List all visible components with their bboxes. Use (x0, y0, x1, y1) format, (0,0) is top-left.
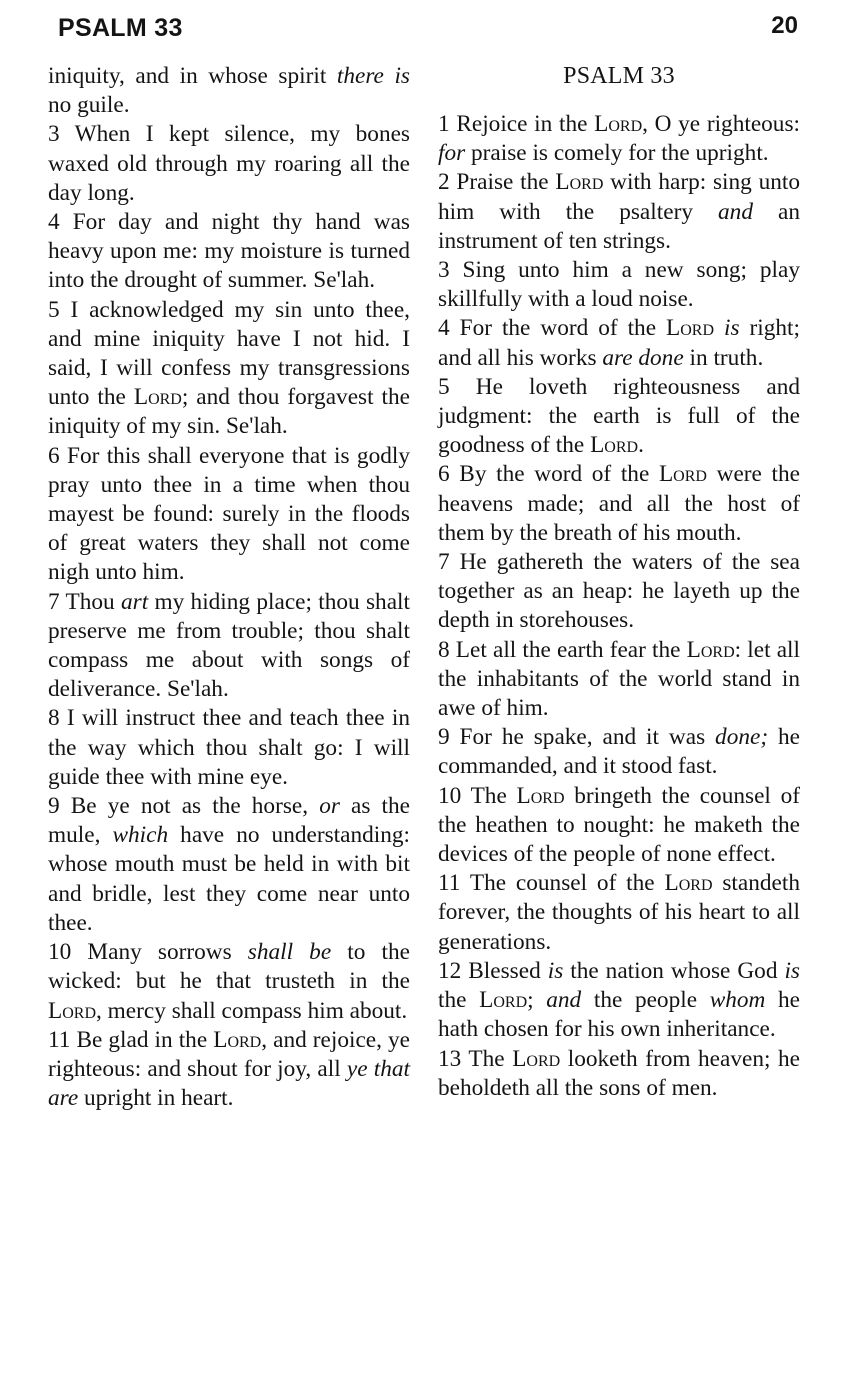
verse (438, 869, 800, 957)
right-column (438, 62, 800, 1103)
italic-text: or (319, 793, 340, 820)
running-header: PSALM 33 (58, 14, 183, 42)
verse (48, 442, 410, 588)
verse (438, 548, 800, 636)
verse-text: 2 Praise the (438, 169, 556, 196)
verse-text: , mercy shall compass him about. (96, 997, 408, 1024)
verse (438, 314, 800, 372)
divine-name: Lord (594, 111, 643, 137)
verse (48, 296, 410, 442)
verse-text: ; (527, 987, 547, 1014)
italic-text: is (724, 315, 740, 342)
divine-name: Lord (555, 169, 604, 196)
psalm-title: PSALM 33 (563, 63, 675, 89)
verse-text: 10 Many sorrows (48, 939, 248, 966)
verse (438, 957, 800, 1045)
verse-text: 8 I will instruct thee and teach thee in the way which thou shalt go: I will guide thee with mine eye. (48, 705, 410, 790)
italic-text: done; (715, 724, 769, 751)
verse-text: the nation whose God (563, 957, 785, 984)
verse-text: 12 Blessed (438, 957, 548, 984)
left-verse-list (48, 62, 410, 1113)
verse-text: 9 Be ye not as the horse, (48, 793, 320, 820)
italic-text: and (718, 198, 753, 225)
verse-text: my hiding place; thou shalt preserve me from trouble; thou shalt compass me about with songs of deliverance. Se'lah. (48, 588, 410, 703)
verse-text: 4 For the word of the (438, 315, 667, 342)
verse (48, 208, 410, 296)
verse-text: 13 The (438, 1045, 513, 1072)
verse (48, 588, 410, 705)
verse (438, 636, 800, 724)
verse-text: have no understanding: whose mouth must be held in with bit and bridle, lest they come near unto thee. (48, 822, 411, 936)
verse (48, 938, 410, 1026)
verse-text: 10 The (438, 782, 517, 809)
verse-text: 9 For he spake, and it was (438, 724, 716, 751)
verse-text: iniquity, and in whose spirit (48, 63, 337, 89)
verse-text: , O ye righteous: (642, 111, 800, 137)
divine-name: Lord (133, 384, 182, 411)
verse-text: were the heavens made; and all the host of them by the breath of his mouth. (438, 461, 800, 546)
divine-name: Lord (479, 987, 528, 1014)
verse-text: 11 Be glad in the (48, 1026, 214, 1053)
italic-text: for (438, 140, 466, 167)
italic-text: whom (709, 987, 766, 1014)
verse-text: 3 When I kept silence, my bones waxed old through my roaring all the day long. (48, 121, 410, 206)
verse-text: he commanded, and it stood fast. (438, 724, 800, 780)
verse-text: right; and all his works (438, 315, 800, 371)
verse-text (714, 315, 724, 341)
verse-text: 5 I acknowledged my sin unto thee, and mine iniquity have I not hid. I said, I will confess my transgressions unto the (48, 296, 410, 411)
divine-name: Lord (48, 997, 97, 1024)
divine-name: Lord (516, 782, 565, 809)
verse-text: praise is comely for the upright. (465, 140, 769, 167)
verse (438, 373, 800, 461)
verse-text: 4 For day and night thy hand was heavy upon me: my moisture is turned into the drought of summer. Se'lah. (48, 209, 410, 294)
verse-text: 7 He gathereth the waters of the sea together as an heap: he layeth up the depth in storehouses. (438, 549, 800, 634)
verse (438, 256, 800, 314)
verse-text: 5 He loveth righteousness and judgment: the earth is full of the goodness of the (438, 373, 800, 459)
verse-text: ; and thou forgavest the iniquity of my sin. Se'lah. (48, 384, 411, 440)
italic-text: are done (602, 344, 684, 371)
divine-name: Lord (664, 870, 713, 897)
verse-text: an instrument of ten strings. (438, 198, 800, 254)
verse-text: 6 For this shall everyone that is godly pray unto thee in a time when thou mayest be found: surely in the floods of great waters they shall not come nigh unto him. (48, 442, 410, 586)
divine-name: Lord (686, 636, 735, 663)
verse-text: the people (581, 987, 710, 1014)
left-column (48, 62, 410, 1113)
divine-name: Lord (512, 1045, 561, 1072)
verse-text: he hath chosen for his own inheritance. (438, 987, 800, 1043)
verse (48, 62, 410, 120)
divine-name: Lord (658, 461, 707, 488)
verse (438, 110, 800, 168)
verse-text: no guile. (48, 92, 130, 119)
italic-text: is (784, 957, 800, 984)
page-number: 20 (771, 12, 798, 39)
verse-text: , and rejoice, ye righteous: and shout for joy, all (48, 1026, 411, 1082)
right-verse-list (438, 110, 800, 1103)
verse (48, 704, 410, 792)
verse-text: 3 Sing unto him a new song; play skillfully with a loud noise. (438, 257, 800, 313)
italic-text: shall be (247, 939, 332, 966)
verse (438, 460, 800, 548)
divine-name: Lord (666, 315, 715, 342)
italic-text: and (546, 987, 582, 1014)
verse-text: the (438, 987, 480, 1014)
verse-text: 7 Thou (48, 588, 121, 615)
verse-text: in truth. (683, 344, 764, 371)
verse-text: 8 Let all the earth fear the (438, 636, 687, 663)
italic-text: ye that are (48, 1055, 410, 1112)
verse-text: upright in heart. (78, 1085, 234, 1112)
verse (438, 168, 800, 256)
verse-text: looketh from heaven; he beholdeth all the sons of men. (438, 1045, 801, 1101)
verse-text: standeth forever, the thoughts of his heart to all generations. (438, 870, 800, 955)
verse-text: to the wicked: but he that trusteth in the (48, 939, 410, 995)
verse (438, 782, 800, 870)
verse-text: . (638, 432, 644, 459)
divine-name: Lord (590, 432, 639, 459)
verse-text: 11 The counsel of the (438, 870, 665, 897)
italic-text: art (121, 588, 149, 615)
verse (438, 723, 800, 781)
verse (48, 120, 410, 208)
verse (48, 1026, 410, 1114)
italic-text: is (547, 957, 564, 984)
italic-text: there is (336, 63, 410, 89)
italic-text: which (112, 822, 169, 849)
verse (48, 792, 410, 938)
verse (438, 1045, 800, 1103)
verse-text: 6 By the word of the (438, 461, 659, 488)
verse-text: : let all the inhabitants of the world stand in awe of him. (438, 636, 800, 722)
verse-text: bringeth the counsel of the heathen to nought: he maketh the devices of the people of none effect. (438, 782, 800, 868)
verse-text: 1 Rejoice in the (438, 111, 595, 137)
divine-name: Lord (213, 1026, 262, 1053)
verse-text: as the mule, (48, 793, 410, 849)
verse-text: with harp: sing unto him with the psaltery (438, 169, 800, 225)
